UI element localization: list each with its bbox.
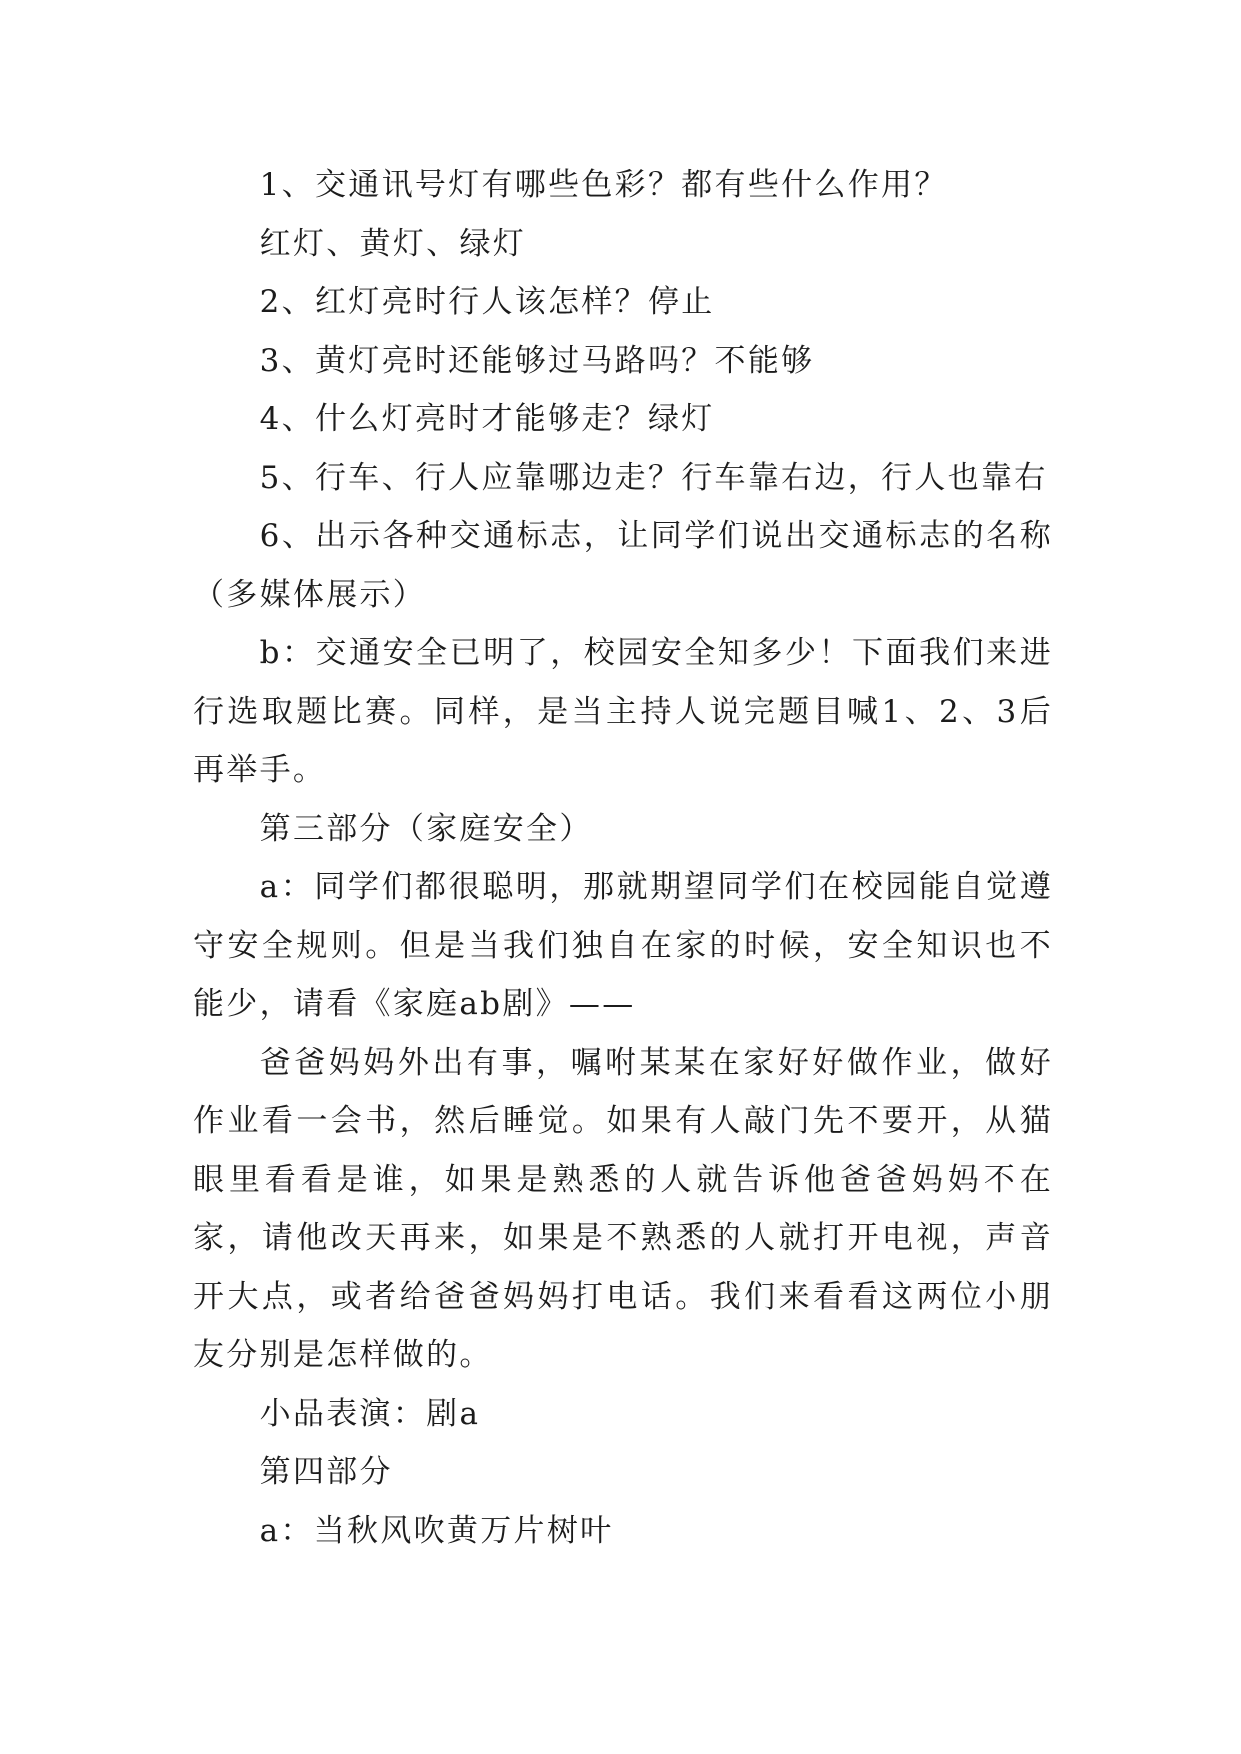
paragraph: 1、交通讯号灯有哪些色彩？都有些什么作用？ [259, 167, 948, 203]
paragraph: 3、黄灯亮时还能够过马路吗？不能够 [259, 342, 815, 379]
paragraph: 2、红灯亮时行人该怎样？停止 [259, 284, 715, 320]
section-heading: 第三部分（家庭安全） [259, 810, 593, 847]
paragraph: 爸爸妈妈外出有事，嘱咐某某在家好好做作业，做好作业看一会书，然后睡觉。如果有人敲门先不要开，从猫眼里看看是谁，如果是熟悉的人就告诉他爸爸妈妈不在家，请他改天再来，如果是不熟悉的人就打开电视，声音开大点，或者给爸爸妈妈打电话。我们来看看这两位小朋友分别是怎样做的。 [193, 1044, 1053, 1373]
paragraph: b：交通安全已明了，校园安全知多少！下面我们来进行选取题比赛。同样，是当主持人说完题目喊1、2、3后再举手。 [193, 635, 1053, 788]
document-body [193, 156, 1053, 1560]
paragraph: a：同学们都很聪明，那就期望同学们在校园能自觉遵守安全规则。但是当我们独自在家的时候，安全知识也不能少，请看《家庭ab剧》—— [193, 869, 1053, 1022]
paragraph: 6、出示各种交通标志，让同学们说出交通标志的名称（多媒体展示） [193, 518, 1053, 613]
paragraph: 小品表演：剧a [259, 1395, 481, 1432]
paragraph: 4、什么灯亮时才能够走？绿灯 [259, 401, 715, 437]
section-heading: 第四部分 [259, 1454, 393, 1490]
paragraph: 5、行车、行人应靠哪边走？行车靠右边，行人也靠右 [259, 459, 1048, 496]
paragraph: a：当秋风吹黄万片树叶 [259, 1512, 614, 1549]
paragraph: 红灯、黄灯、绿灯 [259, 225, 527, 262]
